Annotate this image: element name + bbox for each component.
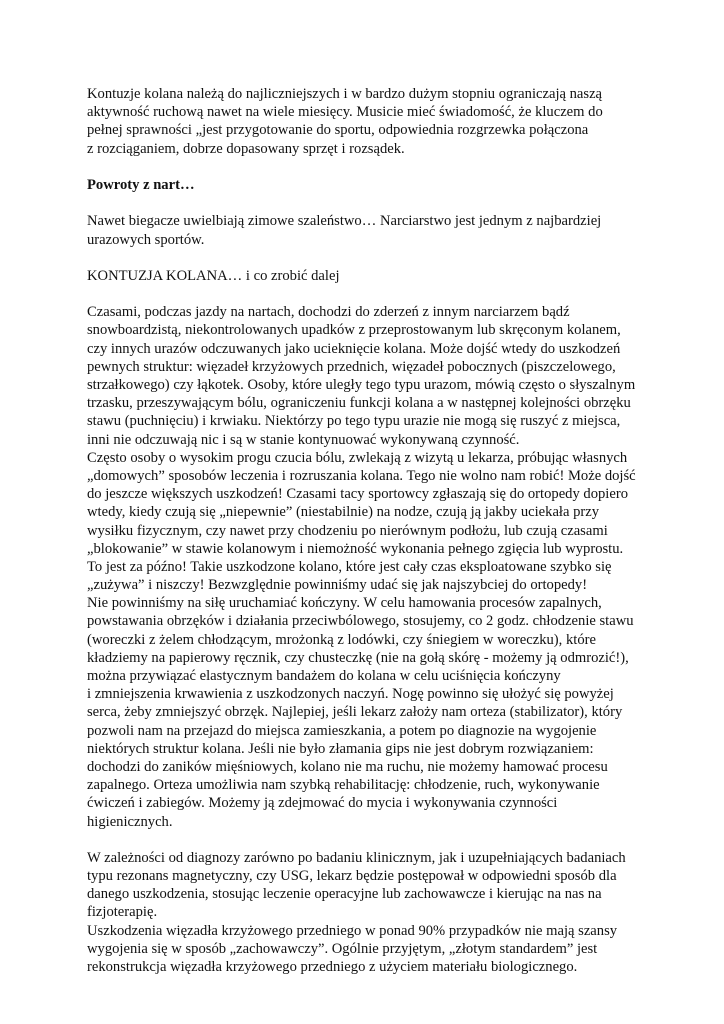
text-line: z rozciąganiem, dobrze dopasowany sprzęt i rozsądek.	[87, 140, 405, 157]
subheading	[87, 267, 667, 285]
text-line: Uszkodzenia więzadła krzyżowego przedniego w ponad 90% przypadków nie mają szansy	[87, 922, 618, 939]
text-line: serca, żeby zmniejszyć obrzęk. Najlepiej, jeśli lekarz założy nam orteza (stabilizator), który	[87, 704, 623, 721]
text-line: pozwoli nam na przejazd do miejsca zamieszkania, a potem po diagnozie na wygojenie	[87, 722, 597, 739]
text-line: fizjoterapię.	[87, 904, 158, 921]
intro-paragraph	[87, 85, 667, 158]
text-line: Nawet biegacze uwielbiają zimowe szaleństwo… Narciarstwo jest jednym z najbardziej	[87, 213, 602, 230]
text-line: powstawania obrzęków i działania przeciwbólowego, stosujemy, co 2 godz. chłodzenie stawu	[87, 613, 634, 630]
text-line: urazowych sportów.	[87, 231, 205, 248]
text-line: rekonstrukcja więzadła krzyżowego przedniego z użyciem materiału biologicznego.	[87, 959, 578, 975]
text-line: wygojenia się w sposób „zachowawczy”. Ogólnie przyjętym, „złotym standardem” jest	[87, 940, 598, 957]
text-line: można przywiązać elastycznym bandażem do kolana w celu uciśnięcia kończyny	[87, 668, 561, 684]
text-line: i zmniejszenia krwawienia z uszkodzonych naczyń. Nogę powinno się ułożyć się powyżej	[87, 686, 614, 703]
text-line: To jest za późno! Takie uszkodzone kolano, które jest cały czas eksploatowane szybko się	[87, 558, 612, 575]
text-line: do jeszcze większych uszkodzeń! Czasami tacy sportowcy zgłaszają się do ortopedy dopiero	[87, 486, 628, 503]
text-line: higienicznych.	[87, 813, 173, 830]
text-line: trzasku, przeszywającym bólu, ograniczeniu funkcji kolana a w następnej kolejności obrzęku	[87, 395, 631, 412]
text-line: ćwiczeń i zabiegów. Możemy ją zdejmować do mycia i wykonywania czynności	[87, 795, 558, 812]
text-line: pewnych struktur: więzadeł krzyżowych przednich, więzadeł pobocznych (piszczelowego,	[87, 358, 616, 375]
main-paragraph	[87, 303, 667, 830]
text-line: czy innych urazów odczuwanych jako ucieknięcie kolana. Może dojść wtedy do uszkodzeń	[87, 340, 621, 357]
text-line: „blokowanie” w stawie kolanowym i niemożność wykonania pełnego zgięcia lub wyprostu.	[87, 540, 624, 557]
text-line: aktywność ruchową nawet na wiele miesięcy. Musicie mieć świadomość, że kluczem do	[87, 104, 603, 121]
text-line: wtedy, kiedy czują się „niepewnie” (niestabilnie) na nodze, czują ją jakby uciekała przy	[87, 504, 600, 521]
text-line: Często osoby o wysokim progu czucia bólu, zwlekają z wizytą u lekarza, próbując własnych	[87, 449, 628, 466]
text-line: wysiłku fizycznym, czy nawet przy chodzeniu po nierównym podłożu, lub czują czasami	[87, 522, 608, 539]
diagnosis-paragraph	[87, 849, 667, 976]
text-line: strzałkowego) czy łąkotek. Osoby, które uległy tego typu urazom, mówią często o słyszalnym	[87, 377, 636, 393]
text-line: snowboardzistą, niekontrolowanych upadków z przeprostowanym lub skręconym kolanem,	[87, 322, 621, 339]
text-line: stawu (puchnięciu) i krwiaku. Niektórzy po tego typu urazie nie mogą się ruszyć z miejsca,	[87, 413, 621, 430]
text-line: danego uszkodzenia, stosując leczenie operacyjne lub zachowawcze i kierując na nas na	[87, 886, 602, 903]
text-line: W zależności od diagnozy zarówno po badaniu klinicznym, jak i uzupełniających badaniach	[87, 849, 626, 866]
text-line: niektórych struktur kolana. Jeśli nie było złamania gips nie jest dobrym rozwiązaniem:	[87, 740, 594, 757]
text-line: pełnej sprawności „jest przygotowanie do sportu, odpowiednia rozgrzewka połączona	[87, 122, 589, 139]
text-line: „domowych” sposobów leczenia i rozruszania kolana. Tego nie wolno nam robić! Może dojść	[87, 467, 636, 484]
text-line: dochodzi do zaników mięśniowych, kolano nie ma ruchu, nie możemy hamować procesu	[87, 758, 608, 775]
document-page	[87, 85, 667, 976]
heading-text: Powroty z nart…	[87, 176, 195, 193]
subheading-text: KONTUZJA KOLANA… i co zrobić dalej	[87, 267, 340, 284]
text-line: typu rezonans magnetyczny, czy USG, lekarz będzie postępował w odpowiedni sposób dla	[87, 868, 617, 885]
text-line: kładziemy na papierowy ręcznik, czy chusteczkę (nie na gołą skórę - możemy ją odmrozić!),	[87, 649, 629, 666]
text-line: Kontuzje kolana należą do najliczniejszych i w bardzo dużym stopniu ograniczają naszą	[87, 86, 603, 102]
text-line: Nie powinniśmy na siłę uruchamiać kończyny. W celu hamowania procesów zapalnych,	[87, 595, 602, 612]
text-line: Czasami, podczas jazdy na nartach, dochodzi do zderzeń z innym narciarzem bądź	[87, 304, 570, 321]
text-line: zapalnego. Orteza umożliwia nam szybką rehabilitację: chłodzenie, ruch, wykonywanie	[87, 777, 600, 794]
text-line: (woreczki z żelem chłodzącym, mrożonką z lodówki, czy śniegiem w woreczku), które	[87, 631, 596, 648]
section-heading	[87, 176, 667, 194]
skiing-paragraph	[87, 212, 667, 248]
text-line: „zużywa” i niszczy! Bezwzględnie powinniśmy udać się jak najszybciej do ortopedy!	[87, 577, 588, 594]
text-line: inni nie odczuwają nic i są w stanie kontynuować wykonywaną czynność.	[87, 431, 520, 448]
